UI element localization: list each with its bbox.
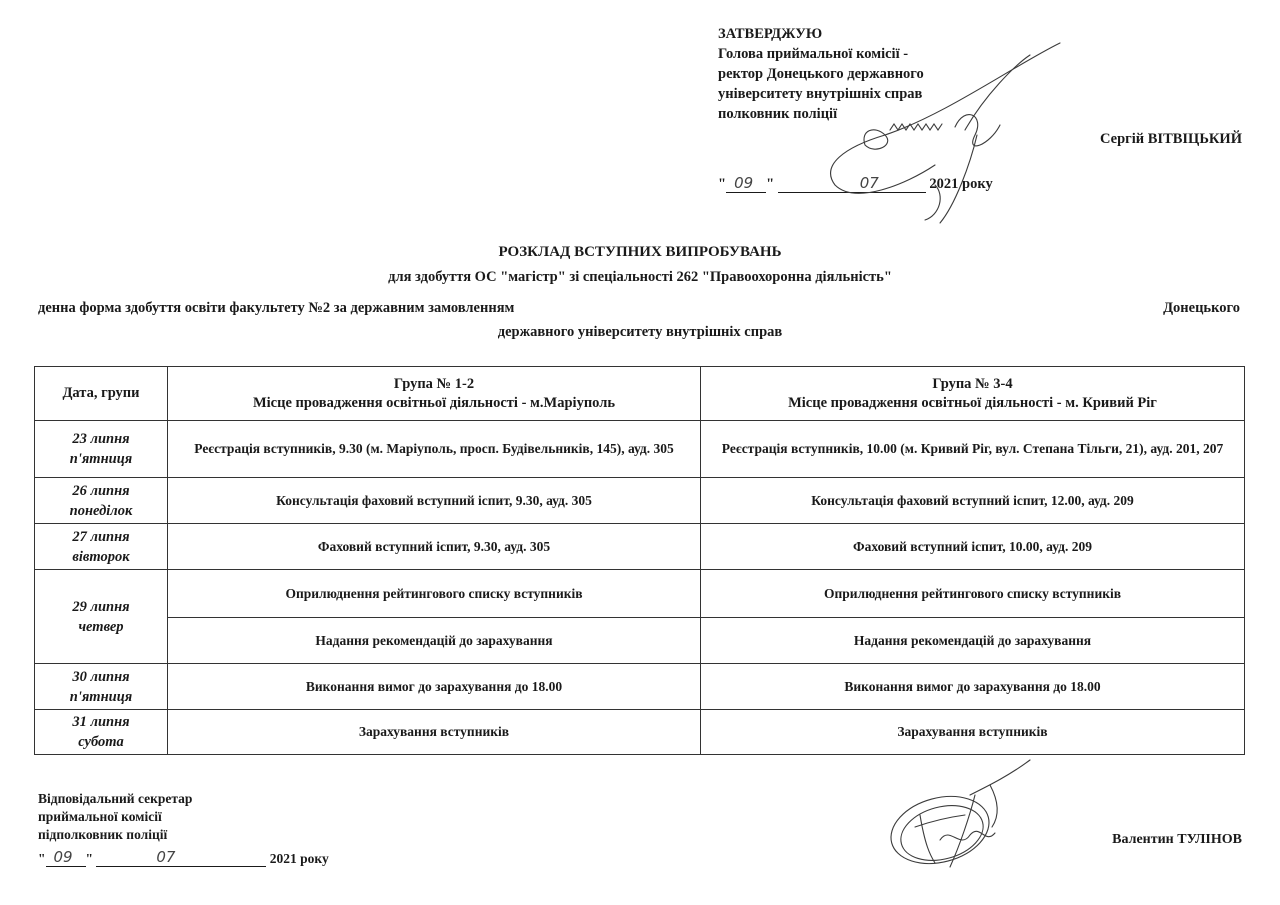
date-weekday: п'ятниця — [69, 688, 133, 705]
cell-group1: Виконання вимог до зарахування до 18.00 — [168, 664, 701, 710]
approval-line: полковник поліції — [718, 106, 838, 122]
row-date — [35, 421, 168, 478]
table-row — [35, 570, 1245, 618]
secretary-date: " 09 " 07 2021 року — [38, 848, 329, 866]
date-weekday: вівторок — [72, 548, 130, 565]
header-group1 — [168, 367, 701, 421]
cell-group1: Консультація фаховий вступний іспит, 9.30, ауд. 305 — [168, 478, 701, 524]
cell-group2: Консультація фаховий вступний іспит, 12.00, ауд. 209 — [701, 478, 1245, 524]
secretary-block — [38, 790, 192, 844]
secretary-day: 09 — [53, 848, 73, 866]
document-university-word: Донецького — [1163, 300, 1240, 316]
header-group1-place: Місце провадження освітньої діяльності - м.Маріуполь — [252, 394, 616, 411]
secretary-line: Відповідальний секретар — [38, 791, 193, 806]
table-row — [35, 524, 1245, 570]
cell-group2: Надання рекомендацій до зарахування — [701, 618, 1245, 664]
approval-line: університету внутрішніх справ — [718, 86, 923, 102]
date-weekday: понеділок — [69, 502, 133, 519]
cell-group1: Фаховий вступний іспит, 9.30, ауд. 305 — [168, 524, 701, 570]
approval-line: Голова приймальної комісії - — [718, 46, 909, 62]
header-date: Дата, групи — [35, 367, 168, 421]
row-date — [35, 710, 168, 755]
date-day: 30 липня — [72, 668, 130, 685]
table-row — [35, 710, 1245, 755]
document-university-line: державного університету внутрішніх справ — [497, 324, 783, 340]
header-group2-title: Група № 3-4 — [932, 375, 1013, 392]
secretary-line: підполковник поліції — [38, 827, 168, 842]
cell-group1: Оприлюднення рейтингового списку вступників — [168, 570, 701, 618]
date-weekday: субота — [78, 734, 124, 750]
cell-group1: Зарахування вступників — [168, 710, 701, 755]
table-row — [35, 618, 1245, 664]
row-date — [35, 664, 168, 710]
approval-day: 09 — [734, 174, 754, 192]
document-subtitle: для здобуття ОС "магістр" зі спеціальності 262 "Правоохоронна діяльність" — [388, 269, 892, 285]
cell-group2: Зарахування вступників — [701, 710, 1245, 755]
date-day: 26 липня — [72, 482, 130, 499]
secretary-line: приймальної комісії — [38, 809, 162, 824]
date-weekday: п'ятниця — [69, 451, 133, 467]
approval-year: 2021 року — [929, 176, 993, 192]
table-row — [35, 421, 1245, 478]
date-day: 29 липня — [72, 598, 130, 615]
schedule-table — [34, 366, 1245, 755]
cell-group2: Виконання вимог до зарахування до 18.00 — [701, 664, 1245, 710]
document-form-line: денна форма здобуття освіти факультету №2 за державним замовленням — [38, 300, 515, 316]
date-day: 23 липня — [72, 431, 130, 447]
approval-month: 07 — [859, 174, 879, 192]
cell-group2: Оприлюднення рейтингового списку вступників — [701, 570, 1245, 618]
cell-group2: Фаховий вступний іспит, 10.00, ауд. 209 — [701, 524, 1245, 570]
date-weekday: четвер — [78, 618, 124, 635]
cell-group2: Реєстрація вступників, 10.00 (м. Кривий Ріг, вул. Степана Тільги, 21), ауд. 201, 207 — [701, 421, 1245, 478]
approval-heading: ЗАТВЕРДЖУЮ — [718, 26, 823, 42]
table-row — [35, 664, 1245, 710]
secretary-signature — [880, 755, 1040, 875]
header-group2-place: Місце провадження освітньої діяльності - м. Кривий Ріг — [788, 394, 1157, 411]
date-day: 27 липня — [72, 528, 130, 545]
row-date — [35, 570, 168, 664]
row-date — [35, 524, 168, 570]
approval-name: Сергій ВІТВІЦЬКИЙ — [1100, 131, 1242, 147]
header-group1-title: Група № 1-2 — [393, 375, 475, 392]
approval-line: ректор Донецького державного — [718, 66, 924, 82]
secretary-year: 2021 року — [269, 851, 329, 866]
approval-date: " 09 " 07 2021 року — [718, 174, 993, 192]
secretary-month: 07 — [156, 848, 176, 866]
rector-signature — [815, 35, 1085, 225]
date-day: 31 липня — [72, 714, 130, 730]
table-row — [35, 478, 1245, 524]
header-group2 — [701, 367, 1245, 421]
cell-group1: Надання рекомендацій до зарахування — [168, 618, 701, 664]
row-date — [35, 478, 168, 524]
table-header-row — [35, 367, 1245, 421]
secretary-name: Валентин ТУЛІНОВ — [1112, 832, 1242, 847]
document-title: РОЗКЛАД ВСТУПНИХ ВИПРОБУВАНЬ — [498, 244, 782, 260]
cell-group1: Реєстрація вступників, 9.30 (м. Маріуполь, просп. Будівельників, 145), ауд. 305 — [168, 421, 701, 478]
